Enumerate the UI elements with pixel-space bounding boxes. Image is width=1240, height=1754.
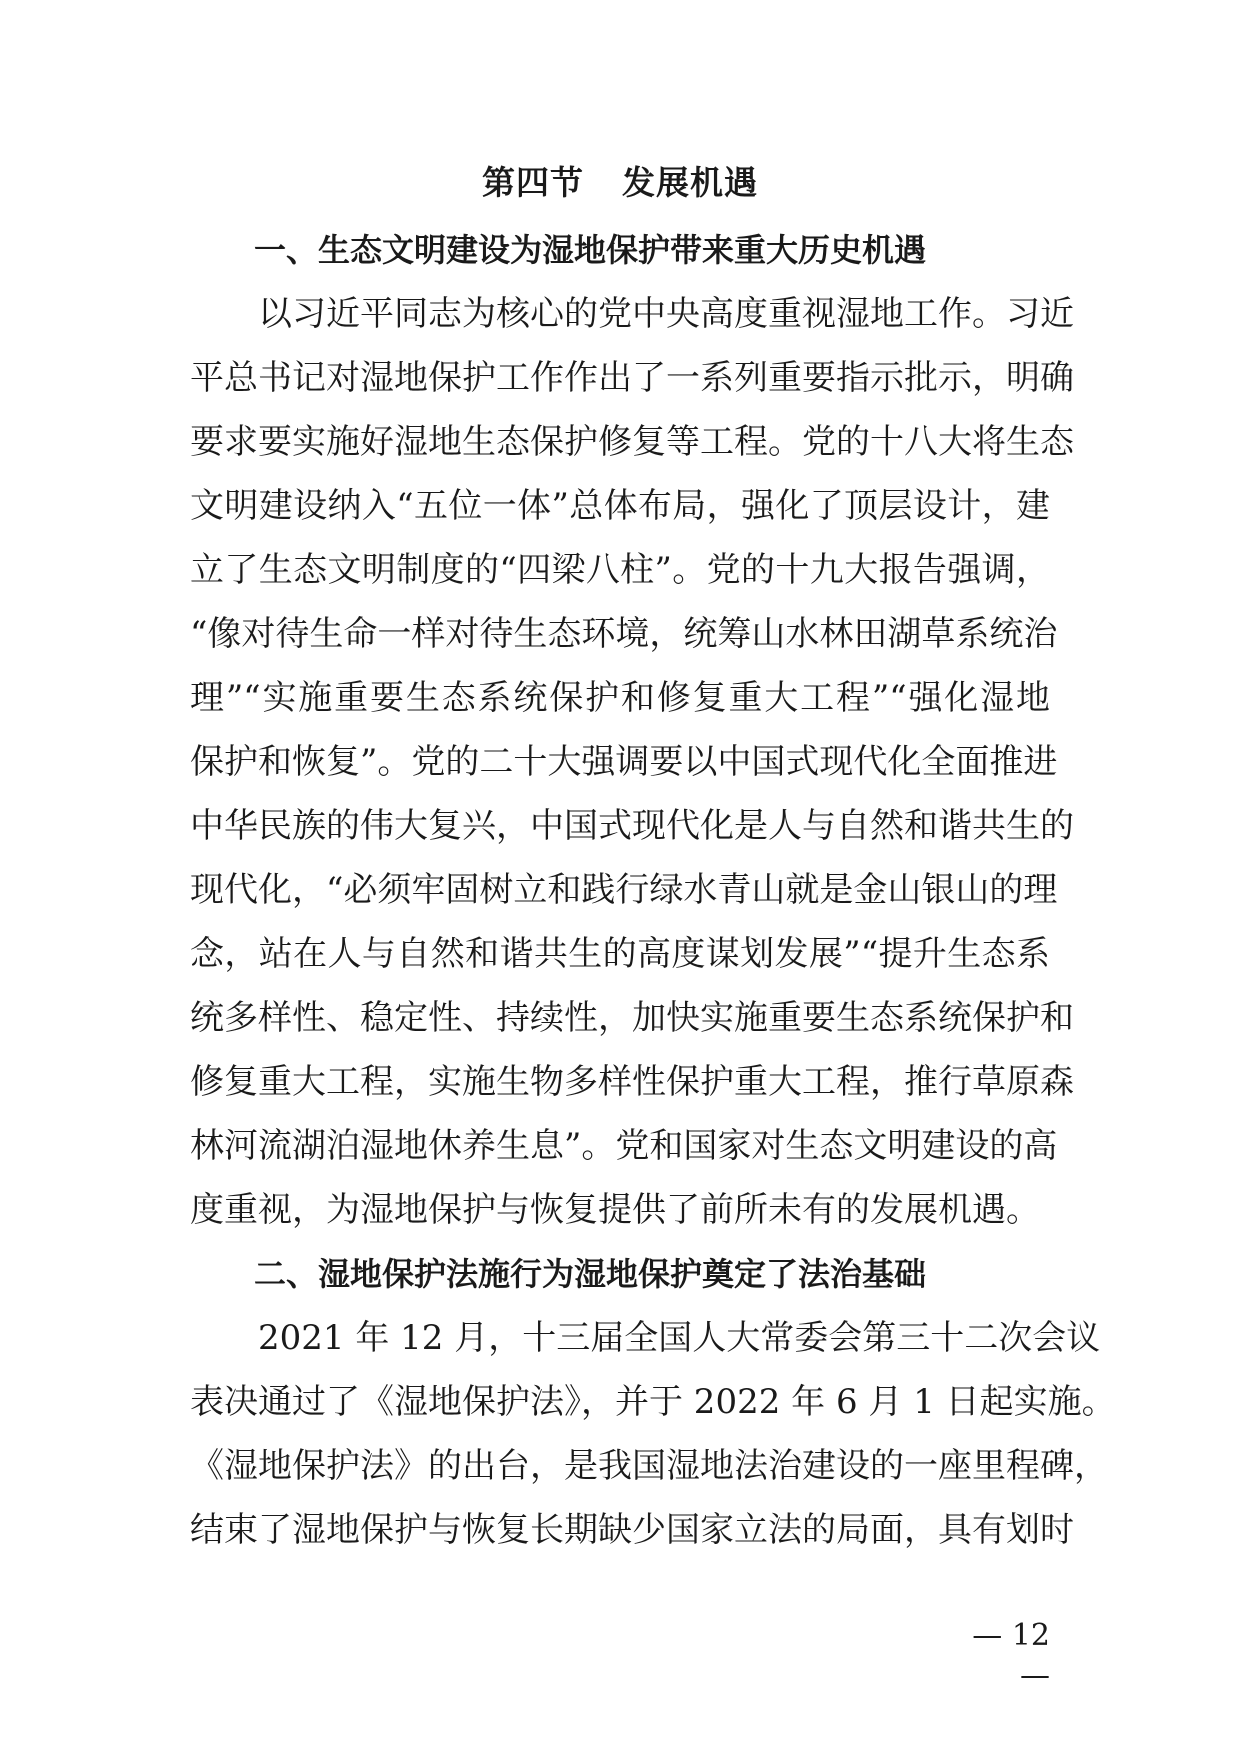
- paragraph-line: 以习近平同志为核心的党中央高度重视湿地工作。习近: [258, 294, 1074, 334]
- paragraph-line: 念，站在人与自然和谐共生的高度谋划发展”“提升生态系: [190, 934, 1050, 974]
- subsection-heading-1: 一、生态文明建设为湿地保护带来重大历史机遇: [254, 231, 927, 269]
- body-text: [190, 218, 1116, 1562]
- paragraph-line: 林河流湖泊湿地休养生息”。党和国家对生态文明建设的高: [190, 1126, 1058, 1166]
- paragraph-line: 保护和恢复”。党的二十大强调要以中国式现代化全面推进: [190, 742, 1058, 782]
- section-name: 发展机遇: [622, 163, 758, 202]
- paragraph-2: [190, 1306, 1116, 1562]
- paragraph-line: 表决通过了《湿地保护法》，并于 2022 年 6 月 1 日起实施。: [190, 1382, 1116, 1422]
- paragraph-line: 中华民族的伟大复兴，中国式现代化是人与自然和谐共生的: [190, 806, 1074, 846]
- section-number: 第四节: [482, 163, 584, 202]
- paragraph-line: “像对待生命一样对待生态环境，统筹山水林田湖草系统治: [190, 614, 1058, 654]
- paragraph-line: 平总书记对湿地保护工作作出了一系列重要指示批示，明确: [190, 358, 1074, 398]
- paragraph-line: 修复重大工程，实施生物多样性保护重大工程，推行草原森: [190, 1062, 1074, 1102]
- paragraph-line: 2021 年 12 月，十三届全国人大常委会第三十二次会议: [258, 1318, 1101, 1358]
- paragraph-1: [190, 282, 1074, 1242]
- paragraph-line: 度重视，为湿地保护与恢复提供了前所未有的发展机遇。: [190, 1190, 1040, 1230]
- paragraph-line: 要求要实施好湿地生态保护修复等工程。党的十八大将生态: [190, 422, 1074, 462]
- paragraph-line: 文明建设纳入“五位一体”总体布局，强化了顶层设计，建: [190, 486, 1050, 526]
- paragraph-line: 《湿地保护法》的出台，是我国湿地法治建设的一座里程碑，: [190, 1446, 1108, 1486]
- paragraph-line: 立了生态文明制度的“四梁八柱”。党的十九大报告强调，: [190, 550, 1050, 590]
- page-number: — 12 —: [972, 1618, 1050, 1693]
- paragraph-line: 结束了湿地保护与恢复长期缺少国家立法的局面，具有划时: [190, 1510, 1074, 1550]
- paragraph-line: 统多样性、稳定性、持续性，加快实施重要生态系统保护和: [190, 998, 1074, 1038]
- subsection-heading-2: 二、湿地保护法施行为湿地保护奠定了法治基础: [254, 1255, 927, 1293]
- section-title: [0, 158, 1240, 208]
- paragraph-line: 现代化，“必须牢固树立和践行绿水青山就是金山银山的理: [190, 870, 1058, 910]
- paragraph-line: 理”“实施重要生态系统保护和修复重大工程”“强化湿地: [190, 678, 1050, 718]
